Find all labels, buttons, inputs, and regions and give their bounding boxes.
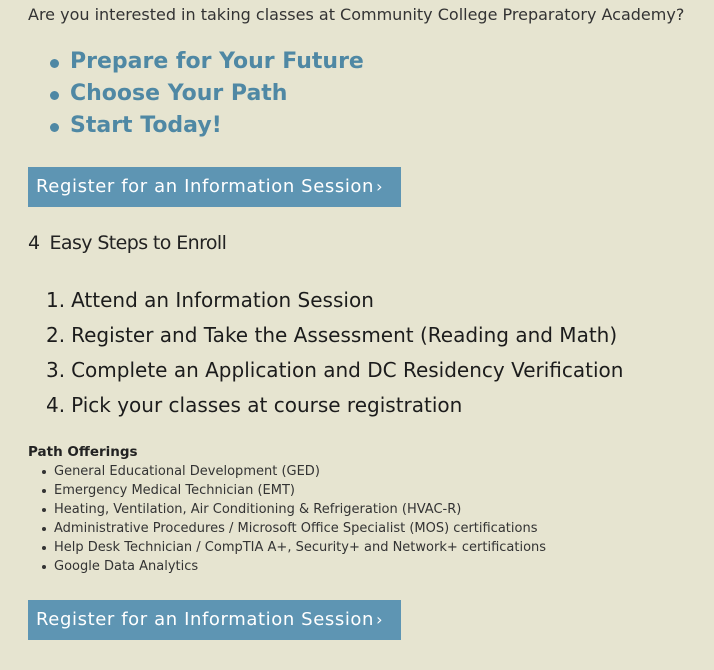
- register-button-label: Register for an Information Session: [36, 176, 375, 197]
- enroll-steps-list: [46, 283, 623, 423]
- step-number: 3.: [46, 358, 66, 382]
- step-item: [46, 388, 623, 423]
- highlight-item: Choose Your Path: [48, 78, 364, 110]
- offering-item: Google Data Analytics: [40, 557, 546, 576]
- step-item: [46, 318, 623, 353]
- register-info-session-button-bottom[interactable]: [28, 600, 401, 640]
- highlight-item: Prepare for Your Future: [48, 46, 364, 78]
- chevron-right-icon: ›: [376, 177, 384, 196]
- offering-item: Help Desk Technician / CompTIA A+, Security+ and Network+ certifications: [40, 538, 546, 557]
- steps-heading: [28, 232, 226, 254]
- highlights-list: [48, 46, 364, 142]
- step-item: [46, 283, 623, 318]
- steps-heading-text: Easy Steps to Enroll: [49, 232, 227, 254]
- step-number: 1.: [46, 288, 66, 312]
- step-number: 4.: [46, 393, 66, 417]
- step-text: Register and Take the Assessment (Reading and Math): [71, 323, 618, 347]
- register-info-session-button[interactable]: [28, 167, 401, 207]
- step-text: Pick your classes at course registration: [71, 393, 463, 417]
- highlight-item: Start Today!: [48, 110, 364, 142]
- chevron-right-icon: ›: [376, 610, 384, 629]
- offering-item: Administrative Procedures / Microsoft Office Specialist (MOS) certifications: [40, 519, 546, 538]
- path-offerings-title: Path Offerings: [28, 444, 138, 460]
- offering-item: General Educational Development (GED): [40, 462, 546, 481]
- path-offerings-list: [40, 462, 546, 576]
- offering-item: Emergency Medical Technician (EMT): [40, 481, 546, 500]
- intro-text: Are you interested in taking classes at Community College Preparatory Academy?: [28, 5, 685, 24]
- step-number: 2.: [46, 323, 66, 347]
- register-button-label: Register for an Information Session: [36, 609, 375, 630]
- offering-item: Heating, Ventilation, Air Conditioning & Refrigeration (HVAC-R): [40, 500, 546, 519]
- steps-heading-number: 4: [28, 232, 40, 254]
- step-item: [46, 353, 623, 388]
- step-text: Attend an Information Session: [71, 288, 374, 312]
- step-text: Complete an Application and DC Residency Verification: [71, 358, 624, 382]
